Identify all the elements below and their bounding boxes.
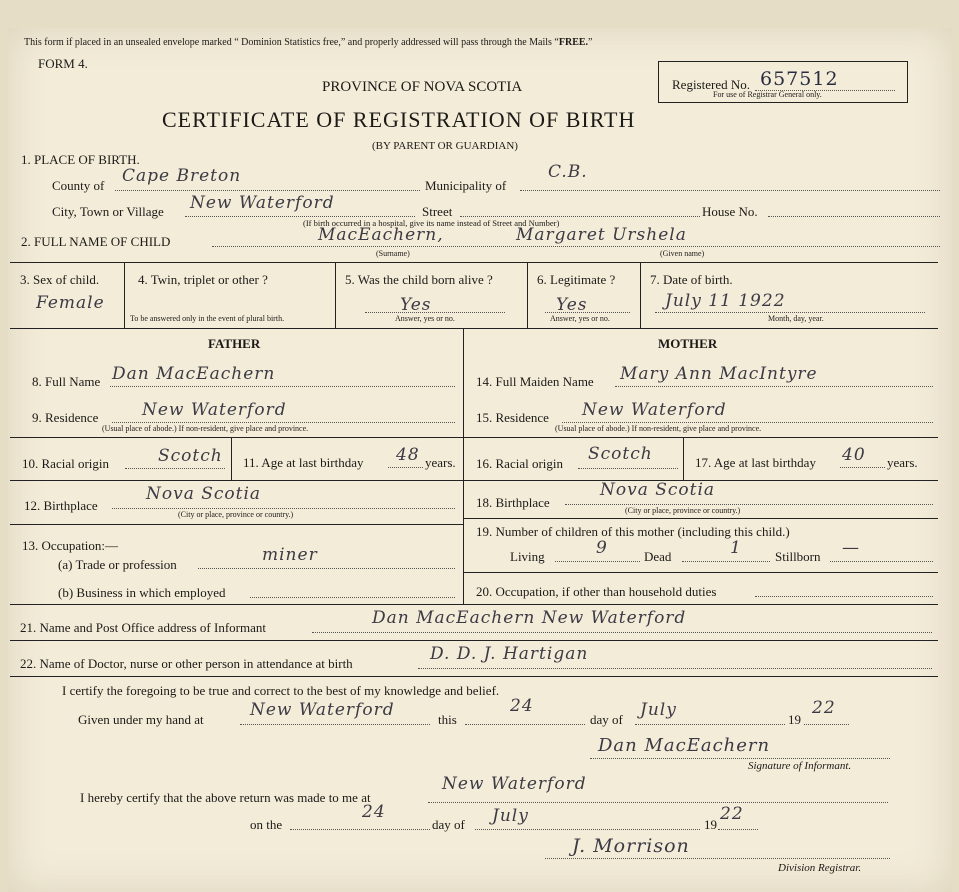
- business-line: [250, 597, 455, 598]
- father-residence-label: 9. Residence: [32, 410, 99, 425]
- page-subtitle: (BY PARENT OR GUARDIAN): [372, 140, 518, 152]
- mother-age-value: 40: [842, 445, 866, 465]
- place-heading: 1. PLACE OF BIRTH.: [21, 152, 140, 167]
- father-birthplace-value: Nova Scotia: [146, 484, 262, 504]
- mother-residence-label: 15. Residence: [476, 410, 549, 425]
- father-birthplace-caption: (City or place, province or country.): [178, 510, 294, 519]
- county-value: Cape Breton: [122, 166, 242, 186]
- dead-label: Dead: [644, 549, 672, 564]
- informant-value: Dan MacEachern New Waterford: [372, 608, 687, 628]
- mother-occupation-line: [755, 596, 933, 597]
- stillborn-label: Stillborn: [775, 549, 821, 564]
- mother-age-unit: years.: [887, 455, 918, 470]
- father-residence-line: [112, 422, 455, 423]
- mother-racial-label: 16. Racial origin: [476, 456, 564, 471]
- day-value: 24: [510, 696, 534, 716]
- day-of-label: day of: [590, 712, 623, 727]
- mother-occupation-label: 20. Occupation, if other than household duties: [476, 584, 717, 599]
- registrar-statement: I hereby certify that the above return was made to me at: [80, 790, 371, 805]
- registrar-signature-caption: Division Registrar.: [778, 862, 862, 874]
- father-age-label: 11. Age at last birthday: [243, 455, 364, 470]
- father-rule-1: [10, 437, 463, 438]
- father-residence-caption: (Usual place of abode.) If non-resident, give place and province.: [102, 424, 309, 433]
- father-birthplace-line: [112, 508, 455, 509]
- alive-line: [365, 312, 505, 313]
- alive-value: Yes: [400, 295, 432, 315]
- row-divider-4: [640, 262, 641, 328]
- year-line: [804, 724, 849, 725]
- reg-year-line: [718, 829, 758, 830]
- registrar-signature: J. Morrison: [572, 835, 690, 857]
- child-surname: MacEachern,: [318, 225, 444, 245]
- trade-value: miner: [262, 545, 318, 565]
- mother-birthplace-label: 18. Birthplace: [476, 495, 550, 510]
- father-age-divider: [231, 437, 232, 480]
- dead-value: 1: [730, 538, 742, 558]
- mother-rule-1: [463, 437, 938, 438]
- mother-racial-line: [578, 468, 678, 469]
- reg-month-value: July: [492, 806, 529, 826]
- row-bottom-rule: [10, 328, 938, 329]
- date-value: July 11 1922: [665, 291, 786, 311]
- form-number: FORM 4.: [38, 56, 88, 71]
- legit-value: Yes: [556, 295, 588, 315]
- father-racial-value: Scotch: [158, 446, 223, 466]
- sex-value: Female: [36, 293, 105, 313]
- postal-notice-pre: This form if placed in an unsealed envelope marked “ Dominion Statistics free,” and properly addressed will pass through the Mails “: [24, 37, 559, 48]
- city-value: New Waterford: [190, 193, 335, 213]
- postal-notice-post: ”: [588, 37, 593, 48]
- row-divider-1: [124, 262, 125, 328]
- business-label: (b) Business in which employed: [58, 585, 226, 600]
- doctor-line: [418, 668, 932, 669]
- father-name-value: Dan MacEachern: [112, 364, 276, 384]
- occupation-label: 13. Occupation:—: [22, 538, 119, 553]
- reg-year-suffix: 22: [720, 804, 744, 824]
- sex-label: 3. Sex of child.: [20, 272, 100, 287]
- legit-line: [545, 312, 630, 313]
- doctor-value: D. D. J. Hartigan: [430, 644, 589, 664]
- twin-note: To be answered only in the event of plural birth.: [130, 314, 285, 323]
- municipality-value: C.B.: [548, 162, 588, 182]
- stillborn-value: —: [842, 538, 860, 558]
- mother-age-line: [840, 467, 885, 468]
- row-divider-2: [335, 262, 336, 328]
- house-label: House No.: [702, 204, 758, 219]
- mother-racial-value: Scotch: [588, 444, 653, 464]
- father-heading: FATHER: [208, 336, 261, 351]
- date-caption: Month, day, year.: [768, 314, 824, 323]
- mother-rule-4: [463, 572, 938, 573]
- postal-notice-free: FREE.: [558, 37, 589, 48]
- father-racial-line: [125, 468, 225, 469]
- registered-number: 657512: [760, 68, 839, 90]
- stillborn-line: [830, 561, 933, 562]
- mother-age-label: 17. Age at last birthday: [695, 455, 816, 470]
- given-place-line: [240, 724, 430, 725]
- municipality-line: [520, 190, 940, 191]
- mother-birthplace-line: [565, 504, 933, 505]
- hospital-note: (If birth occurred in a hospital, give its name instead of Street and Number): [303, 218, 560, 228]
- given-name-caption: (Given name): [660, 249, 705, 258]
- parents-bottom-rule: [10, 604, 938, 605]
- living-label: Living: [510, 549, 545, 564]
- reg-day-value: 24: [362, 802, 386, 822]
- child-given-name: Margaret Urshela: [516, 225, 687, 245]
- reg-year-prefix: 19: [704, 817, 717, 832]
- county-label: County of: [52, 178, 105, 193]
- informant-label: 21. Name and Post Office address of Informant: [20, 620, 266, 635]
- month-line: [635, 724, 785, 725]
- date-label: 7. Date of birth.: [650, 272, 733, 287]
- father-birthplace-label: 12. Birthplace: [24, 498, 98, 513]
- living-value: 9: [596, 538, 608, 558]
- registrar-place-line: [428, 802, 888, 803]
- city-label: City, Town or Village: [52, 204, 164, 219]
- mother-birthplace-value: Nova Scotia: [600, 480, 716, 500]
- children-label: 19. Number of children of this mother (including this child.): [476, 524, 790, 539]
- mother-name-label: 14. Full Maiden Name: [476, 374, 594, 389]
- day-line: [465, 724, 585, 725]
- registered-label: Registered No.: [672, 77, 750, 92]
- father-rule-2: [10, 480, 463, 481]
- legit-caption: Answer, yes or no.: [550, 314, 610, 323]
- informant-signature-caption: Signature of Informant.: [748, 760, 852, 772]
- living-line: [555, 561, 640, 562]
- county-line: [115, 190, 420, 191]
- reg-month-line: [475, 829, 700, 830]
- mother-residence-line: [562, 422, 933, 423]
- row-top-rule: [10, 262, 938, 263]
- father-name-label: 8. Full Name: [32, 374, 101, 389]
- father-name-line: [110, 386, 455, 387]
- certify-statement: I certify the foregoing to be true and correct to the best of my knowledge and belief.: [62, 683, 500, 698]
- mother-age-divider: [683, 437, 684, 480]
- reg-day-line: [290, 829, 430, 830]
- parents-divider: [463, 328, 464, 604]
- row-divider-3: [527, 262, 528, 328]
- doctor-rule: [10, 676, 938, 677]
- registrar-signature-line: [545, 858, 890, 859]
- trade-label: (a) Trade or profession: [58, 557, 177, 572]
- trade-line: [198, 568, 455, 569]
- informant-line: [312, 632, 932, 633]
- informant-rule: [10, 640, 938, 641]
- informant-signature-line: [590, 758, 890, 759]
- twin-label: 4. Twin, triplet or other ?: [138, 272, 268, 287]
- street-label: Street: [422, 204, 453, 219]
- house-line: [768, 216, 940, 217]
- mother-residence-caption: (Usual place of abode.) If non-resident, give place and province.: [555, 424, 762, 433]
- father-age-value: 48: [396, 445, 420, 465]
- child-name-line: [212, 246, 940, 247]
- alive-label: 5. Was the child born alive ?: [345, 272, 493, 287]
- page-title: CERTIFICATE OF REGISTRATION OF BIRTH: [162, 107, 636, 132]
- year-suffix: 22: [812, 698, 836, 718]
- dead-line: [682, 561, 770, 562]
- month-value: July: [640, 700, 677, 720]
- father-racial-label: 10. Racial origin: [22, 456, 110, 471]
- registrar-note: For use of Registrar General only.: [713, 90, 822, 99]
- given-label: Given under my hand at: [78, 712, 204, 727]
- mother-name-value: Mary Ann MacIntyre: [620, 364, 818, 384]
- legit-label: 6. Legitimate ?: [537, 272, 616, 287]
- mother-residence-value: New Waterford: [582, 400, 727, 420]
- doctor-label: 22. Name of Doctor, nurse or other person in attendance at birth: [20, 656, 353, 671]
- street-line: [460, 216, 700, 217]
- province-heading: PROVINCE OF NOVA SCOTIA: [322, 79, 523, 95]
- mother-rule-3: [463, 518, 938, 519]
- given-place: New Waterford: [250, 700, 395, 720]
- child-name-label: 2. FULL NAME OF CHILD: [21, 234, 171, 249]
- alive-caption: Answer, yes or no.: [395, 314, 455, 323]
- postal-notice: [24, 37, 592, 48]
- mother-name-line: [615, 386, 933, 387]
- date-line: [655, 312, 925, 313]
- municipality-label: Municipality of: [425, 178, 507, 193]
- surname-caption: (Surname): [376, 249, 410, 258]
- father-age-line: [388, 467, 423, 468]
- mother-birthplace-caption: (City or place, province or country.): [625, 506, 741, 515]
- on-the-label: on the: [250, 817, 283, 832]
- father-residence-value: New Waterford: [142, 400, 287, 420]
- father-age-unit: years.: [425, 455, 456, 470]
- city-line: [185, 216, 415, 217]
- informant-signature: Dan MacEachern: [598, 735, 771, 756]
- reg-day-of-label: day of: [432, 817, 465, 832]
- mother-heading: MOTHER: [658, 336, 718, 351]
- this-label: this: [438, 712, 457, 727]
- year-prefix: 19: [788, 712, 801, 727]
- father-rule-3: [10, 524, 463, 525]
- registrar-place: New Waterford: [442, 774, 587, 794]
